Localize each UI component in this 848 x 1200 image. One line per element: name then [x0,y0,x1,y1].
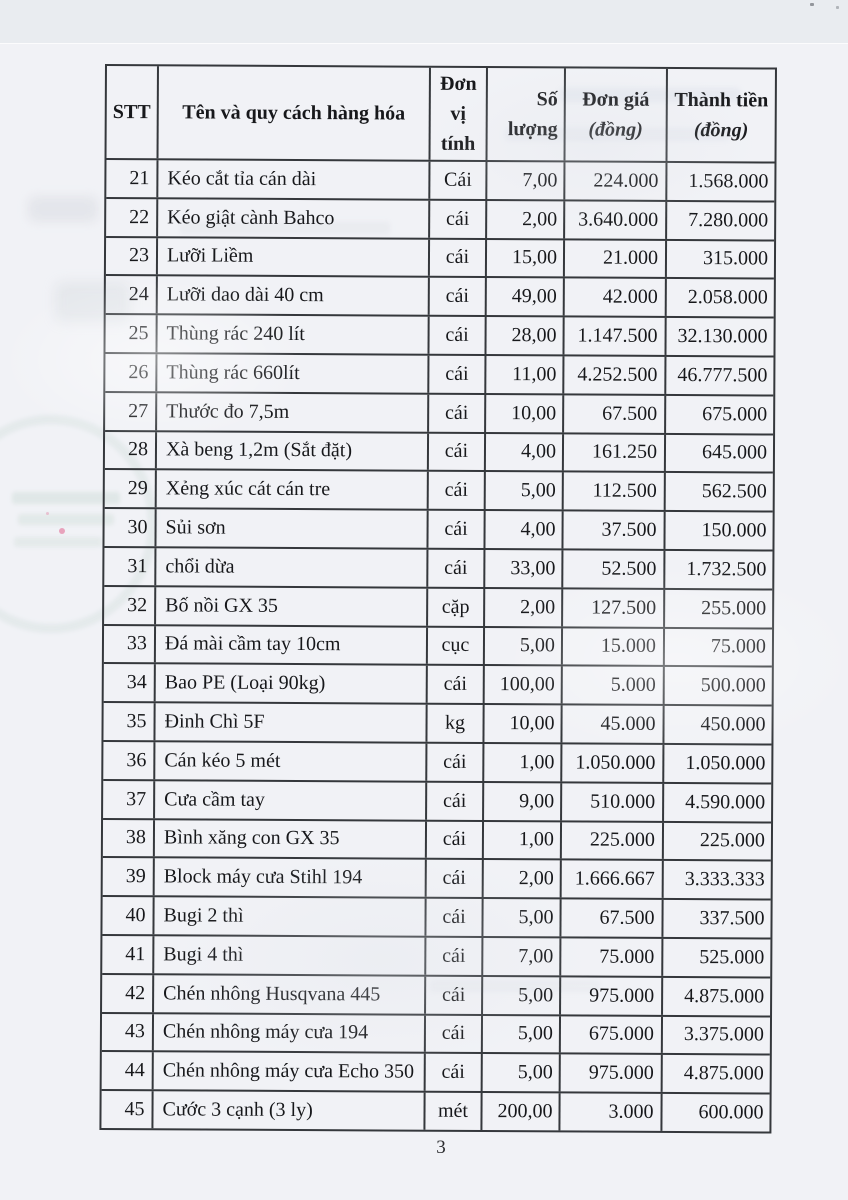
row-quantity: 9,00 [482,783,560,820]
ink-speck [59,528,65,534]
row-total: 255.000 [663,590,772,627]
row-stt: 41 [125,942,146,966]
row-stt: 37 [126,787,147,810]
header-quantity: Số lượng [486,68,564,160]
row-unit-price: 52.500 [561,550,663,587]
row-quantity: 5,00 [481,1016,559,1053]
row-stt: 34 [126,671,147,694]
row-unit: cục [426,627,483,664]
row-quantity: 10,00 [484,395,562,432]
row-quantity: 15,00 [485,240,563,277]
row-unit-price: 675.000 [559,1016,661,1053]
row-unit: cái [426,550,483,587]
row-total: 315.000 [665,241,774,278]
row-total: 1.050.000 [662,745,771,782]
row-stt: 36 [126,748,147,772]
row-stt: 29 [127,477,148,500]
row-stt: 38 [125,826,147,849]
row-unit: cặp [426,588,483,625]
row-unit-price: 127.500 [561,589,663,626]
row-unit-price: 510.000 [560,783,662,820]
row-stt: 28 [127,438,149,461]
row-unit-price: 45.000 [560,706,662,743]
row-item-name: Block máy cưa Stihl 194 [153,859,425,897]
scan-edge-strip [0,0,848,44]
row-unit: cái [427,317,484,354]
table-row [102,973,770,1015]
header-unit-price: Đơn giá (đồng) [564,68,666,161]
row-unit: cái [428,239,485,276]
table-header-row [107,66,775,161]
row-unit: mét [423,1093,480,1130]
row-stt: 43 [124,1020,145,1043]
row-item-name: Bao PE (Loại 90kg) [154,665,426,703]
row-unit-price: 21.000 [563,240,665,277]
row-unit-price: 75.000 [559,938,661,975]
row-stt: 23 [128,244,150,267]
row-unit-price: 224.000 [563,162,665,199]
row-total: 225.000 [662,822,771,859]
row-unit: cái [425,821,482,858]
bleedthrough-text-smudge [14,537,102,547]
row-quantity: 5,00 [481,1054,559,1091]
table-row [104,624,772,666]
row-total: 645.000 [664,435,773,472]
row-item-name: Bình xăng con GX 35 [153,820,425,858]
header-stt: STT [112,101,151,124]
row-item-name: Đá mài cầm tay 10cm [154,626,426,664]
row-item-name: Bugi 2 thì [152,897,424,935]
table-row [105,391,773,433]
bleedthrough-text-smudge [18,514,114,525]
row-total: 32.130.000 [664,318,773,355]
row-item-name: Kéo cắt tỉa cán dài [156,160,428,198]
row-unit: cái [424,976,481,1013]
row-unit: cái [425,744,482,781]
row-item-name: Sủi sơn [154,509,426,547]
row-unit: cái [426,666,483,703]
row-stt: 22 [129,205,150,228]
row-item-name: Kéo giật cành Bahco [156,199,428,237]
row-unit: cái [427,433,484,470]
bleedthrough-blob [28,196,98,222]
table-row [101,1089,769,1131]
row-unit-price: 42.000 [563,279,665,316]
table-row [105,468,773,510]
row-quantity: 11,00 [484,356,562,393]
row-quantity: 2,00 [485,201,563,238]
row-item-name: Lưỡi Liềm [156,238,428,276]
row-item-name: chổi dừa [154,548,426,586]
row-quantity: 1,00 [482,822,560,859]
row-unit: cái [427,394,484,431]
row-quantity: 200,00 [480,1093,558,1130]
row-total: 7.280.000 [665,202,774,239]
row-item-name: Lưỡi dao dài 40 cm [156,277,428,315]
row-unit: cái [425,782,482,819]
header-unit: Đơn vị tính [429,68,486,160]
row-unit-price: 112.500 [562,473,664,510]
table-row [103,856,771,898]
ink-speck [46,512,49,515]
row-total: 500.000 [663,667,772,704]
page-number: 3 [436,1137,446,1158]
row-unit-price: 4.252.500 [562,356,664,393]
row-unit-price: 1.050.000 [560,744,662,781]
row-unit-price: 5.000 [561,667,663,704]
row-unit: kg [425,705,482,742]
table-row [105,430,773,472]
table-row [104,546,772,588]
table-row [104,585,772,627]
row-quantity: 5,00 [481,899,559,936]
table-row [104,507,772,549]
table-row [102,895,770,937]
row-quantity: 5,00 [484,472,562,509]
row-stt: 31 [127,554,148,578]
row-total: 450.000 [662,706,771,743]
row-total: 150.000 [663,512,772,549]
row-quantity: 2,00 [483,589,561,626]
table-row [106,274,774,316]
row-total: 3.333.333 [662,861,771,898]
row-item-name: Chén nhông máy cưa 194 [152,1014,424,1052]
row-item-name: Thùng rác 240 lít [155,315,427,353]
row-unit: cái [428,200,485,237]
table-row [102,934,770,976]
row-quantity: 7,00 [485,162,563,199]
table-row [105,313,773,355]
row-stt: 24 [128,283,149,306]
row-unit: cái [425,860,482,897]
row-unit: cái [424,899,481,936]
row-unit-price: 37.500 [561,512,663,549]
row-quantity: 10,00 [482,705,560,742]
table-row [106,158,774,200]
row-quantity: 28,00 [484,317,562,354]
table-row [106,197,774,239]
row-item-name: Chén nhông Husqvana 445 [152,975,424,1013]
row-total: 4.875.000 [661,978,770,1015]
row-total: 3.375.000 [661,1016,770,1053]
row-stt: 32 [127,593,148,616]
row-item-name: Cán kéo 5 mét [153,742,425,780]
row-stt: 35 [126,710,147,733]
row-total: 562.500 [664,473,773,510]
row-item-name: Xà beng 1,2m (Sắt đặt) [155,432,427,470]
row-item-name: Cước 3 cạnh (3 ly) [151,1091,423,1129]
table-row [102,1050,770,1092]
row-quantity: 4,00 [484,434,562,471]
row-item-name: Cưa cầm tay [153,781,425,819]
row-unit-price: 1.147.500 [562,318,664,355]
row-stt: 30 [127,516,148,539]
row-unit: cái [424,1054,481,1091]
table-row [103,740,771,782]
row-total: 1.732.500 [663,551,772,588]
row-total: 4.875.000 [661,1055,770,1092]
row-unit-price: 1.666.667 [560,861,662,898]
row-unit: cái [424,938,481,975]
row-quantity: 5,00 [481,977,559,1014]
row-stt: 42 [125,981,146,1004]
items-table [99,64,777,1134]
row-total: 2.058.000 [665,279,774,316]
row-total: 75.000 [663,628,772,665]
table-row [104,662,772,704]
row-quantity: 100,00 [483,666,561,703]
row-total: 4.590.000 [662,784,771,821]
row-item-name: Thước đo 7,5m [155,393,427,431]
row-quantity: 2,00 [482,860,560,897]
row-item-name: Đinh Chì 5F [153,703,425,741]
row-unit-price: 975.000 [559,977,661,1014]
row-stt: 45 [124,1098,145,1121]
row-item-name: Thùng rác 660lít [155,354,427,392]
row-quantity: 4,00 [483,511,561,548]
header-total: Thành tiền (đồng) [666,69,775,162]
row-unit-price: 67.500 [559,900,661,937]
row-total: 600.000 [660,1094,769,1131]
row-stt: 44 [124,1059,145,1082]
row-unit-price: 161.250 [562,434,664,471]
row-unit: cái [427,472,484,509]
row-quantity: 33,00 [483,550,561,587]
row-quantity: 5,00 [483,628,561,665]
row-item-name: Bố nồi GX 35 [154,587,426,625]
row-quantity: 49,00 [485,278,563,315]
row-stt: 21 [129,167,150,190]
row-unit-price: 3.640.000 [563,201,665,238]
row-item-name: Bugi 4 thì [152,936,424,974]
row-stt: 25 [128,322,149,345]
table-row [103,701,771,743]
table-row [102,1012,770,1054]
table-row [105,352,773,394]
row-stt: 27 [128,399,149,422]
row-unit: cái [427,356,484,393]
row-unit-price: 15.000 [561,628,663,665]
row-stt: 39 [125,865,146,888]
row-unit: Cái [428,162,485,199]
row-stt: 40 [125,904,146,927]
table-row [103,818,771,860]
row-quantity: 1,00 [482,744,560,781]
row-total: 1.568.000 [665,163,774,200]
row-stt: 33 [126,632,148,655]
row-total: 675.000 [664,396,773,433]
row-unit: cái [424,1015,481,1052]
row-unit-price: 225.000 [560,822,662,859]
row-unit: cái [426,511,483,548]
row-unit: cái [428,278,485,315]
row-item-name: Xẻng xúc cát cán tre [155,471,427,509]
row-total: 337.500 [661,900,770,937]
row-unit-price: 975.000 [559,1055,661,1092]
row-total: 525.000 [661,939,770,976]
row-stt: 26 [128,361,149,384]
header-item-name: Tên và quy cách hàng hóa [157,66,429,159]
table-row [106,236,774,278]
row-unit-price: 3.000 [558,1094,660,1131]
row-quantity: 7,00 [481,938,559,975]
row-unit-price: 67.500 [562,395,664,432]
table-row [103,779,771,821]
row-item-name: Chén nhông máy cưa Echo 350 [152,1053,424,1091]
row-total: 46.777.500 [664,357,773,394]
